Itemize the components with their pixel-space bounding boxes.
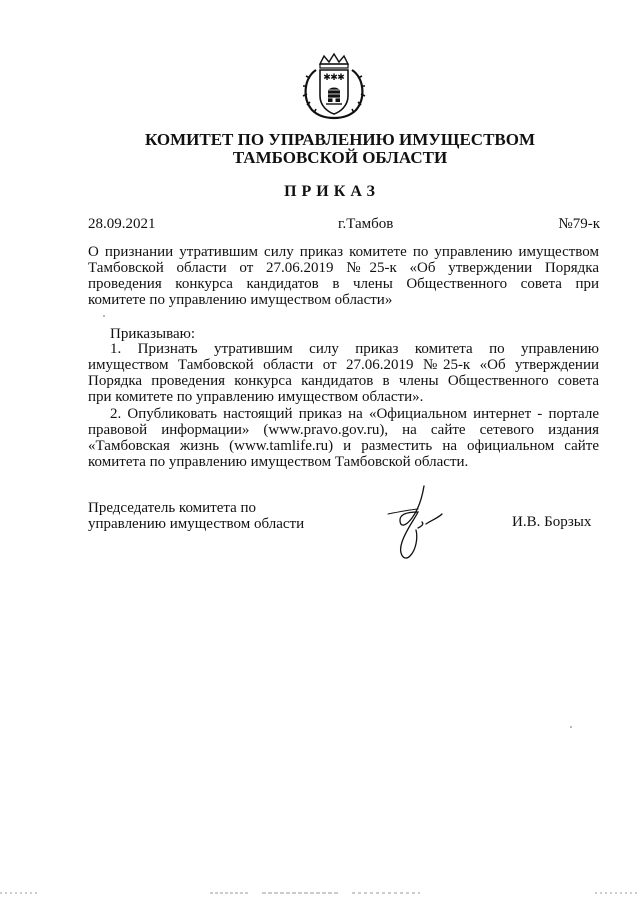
- subject-line: О признании утратившим силу приказ комитете по управлению имуществом: [88, 244, 599, 260]
- subject-line: проведения конкурса кандидатов в члены Общественного совета при: [88, 276, 599, 292]
- item-line: при комитете по управлению имуществом области».: [88, 389, 424, 405]
- svg-text:✱: ✱: [330, 73, 338, 83]
- document-date: 28.09.2021: [88, 216, 156, 232]
- document-number: №79-к: [558, 216, 600, 232]
- order-intro: Приказываю:: [110, 326, 195, 342]
- item-line: имуществом Тамбовской области от 27.06.2019 №25-к «Об утверждении: [88, 357, 599, 373]
- subject-line: Тамбовской области от 27.06.2019 №25-к «Об утверждении Порядка: [88, 260, 599, 276]
- item-line: комитета по управлению имуществом Тамбовской области.: [88, 454, 469, 470]
- item-line: 2. Опубликовать настоящий приказ на «Официальном интернет - портале: [110, 406, 599, 422]
- svg-text:✱: ✱: [337, 73, 345, 83]
- signatory-title-line: Председатель комитета по: [88, 500, 257, 516]
- organization-name-line2: ТАМБОВСКОЙ ОБЛАСТИ: [232, 148, 448, 167]
- svg-text:✱: ✱: [323, 73, 331, 83]
- subject-line: комитете по управлению имуществом области»: [88, 292, 393, 308]
- document-type-title: ПРИКАЗ: [284, 183, 380, 200]
- signatory-title: [88, 500, 304, 532]
- coat-of-arms-icon: [296, 52, 372, 120]
- order-item-2: [88, 406, 599, 470]
- item-line: правовой информации» (www.pravo.gov.ru), на сайте сетевого издания: [88, 422, 599, 438]
- order-subject: [88, 244, 599, 308]
- order-item-1: [88, 341, 599, 405]
- signatory-title-line: управлению имуществом области: [88, 516, 305, 532]
- document-city: г.Тамбов: [338, 216, 394, 232]
- item-line: «Тамбовская жизнь (www.tamlife.ru) и разместить на официальном сайте: [88, 438, 599, 454]
- handwritten-signature: [378, 484, 458, 564]
- signatory-name: И.В. Борзых: [512, 514, 592, 530]
- item-line: 1. Признать утратившим силу приказ комитета по управлению: [110, 341, 599, 357]
- organization-name-line1: КОМИТЕТ ПО УПРАВЛЕНИЮ ИМУЩЕСТВОМ: [144, 130, 536, 149]
- item-line: Порядка проведения конкурса кандидатов в члены Общественного совета: [88, 373, 599, 389]
